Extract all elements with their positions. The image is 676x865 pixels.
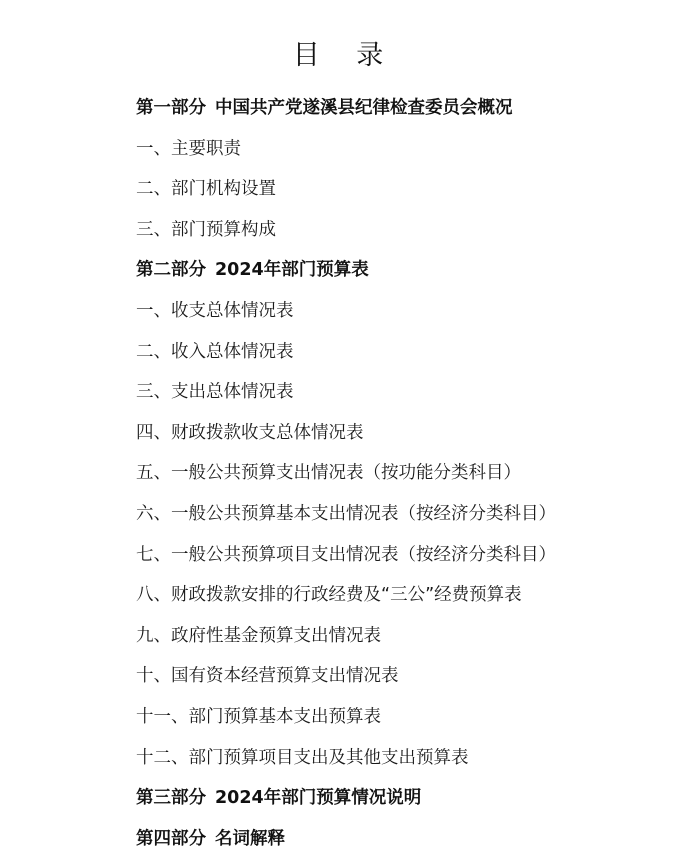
toc-item-table-10[interactable]: 十、国有资本经营预算支出情况表 [136, 666, 399, 687]
toc-section-prefix: 第一部分 [136, 98, 206, 118]
toc-item-table-5[interactable]: 五、一般公共预算支出情况表（按功能分类科目） [136, 463, 521, 484]
toc-section-part-2[interactable] [136, 256, 556, 297]
toc-item-table-9[interactable]: 九、政府性基金预算支出情况表 [136, 625, 381, 646]
toc-item-table-12[interactable]: 十二、部门预算项目支出及其他支出预算表 [136, 747, 469, 768]
toc-item-table-3[interactable]: 三、支出总体情况表 [136, 382, 294, 403]
toc-item-table-2[interactable]: 二、收入总体情况表 [136, 341, 294, 362]
table-of-contents [136, 94, 556, 865]
toc-item-org-structure[interactable]: 二、部门机构设置 [136, 179, 276, 200]
toc-item-table-11[interactable]: 十一、部门预算基本支出预算表 [136, 706, 381, 727]
toc-section-title: 2024年部门预算情况说明 [215, 788, 422, 809]
toc-item-main-duties[interactable]: 一、主要职责 [136, 138, 241, 159]
toc-item-table-6[interactable]: 六、一般公共预算基本支出情况表（按经济分类科目） [136, 503, 556, 524]
toc-section-part-3[interactable] [136, 784, 556, 825]
toc-section-prefix: 第二部分 [136, 260, 206, 281]
page-title: 目 录 [292, 40, 398, 71]
toc-item-table-7[interactable]: 七、一般公共预算项目支出情况表（按经济分类科目） [136, 544, 556, 565]
toc-section-title: 2024年部门预算表 [215, 260, 369, 281]
toc-section-prefix: 第三部分 [136, 788, 206, 809]
toc-item-table-8[interactable]: 八、财政拨款安排的行政经费及“三公”经费预算表 [136, 585, 522, 606]
toc-section-part-4[interactable] [136, 825, 556, 865]
toc-item-budget-composition[interactable]: 三、部门预算构成 [136, 219, 276, 240]
toc-section-prefix: 第四部分 [136, 828, 206, 849]
toc-section-title: 名词解释 [215, 828, 285, 849]
toc-item-table-4[interactable]: 四、财政拨款收支总体情况表 [136, 422, 364, 443]
toc-section-title: 中国共产党遂溪县纪律检查委员会概况 [215, 98, 513, 118]
toc-item-table-1[interactable]: 一、收支总体情况表 [136, 300, 294, 321]
toc-section-part-1[interactable] [136, 94, 556, 135]
